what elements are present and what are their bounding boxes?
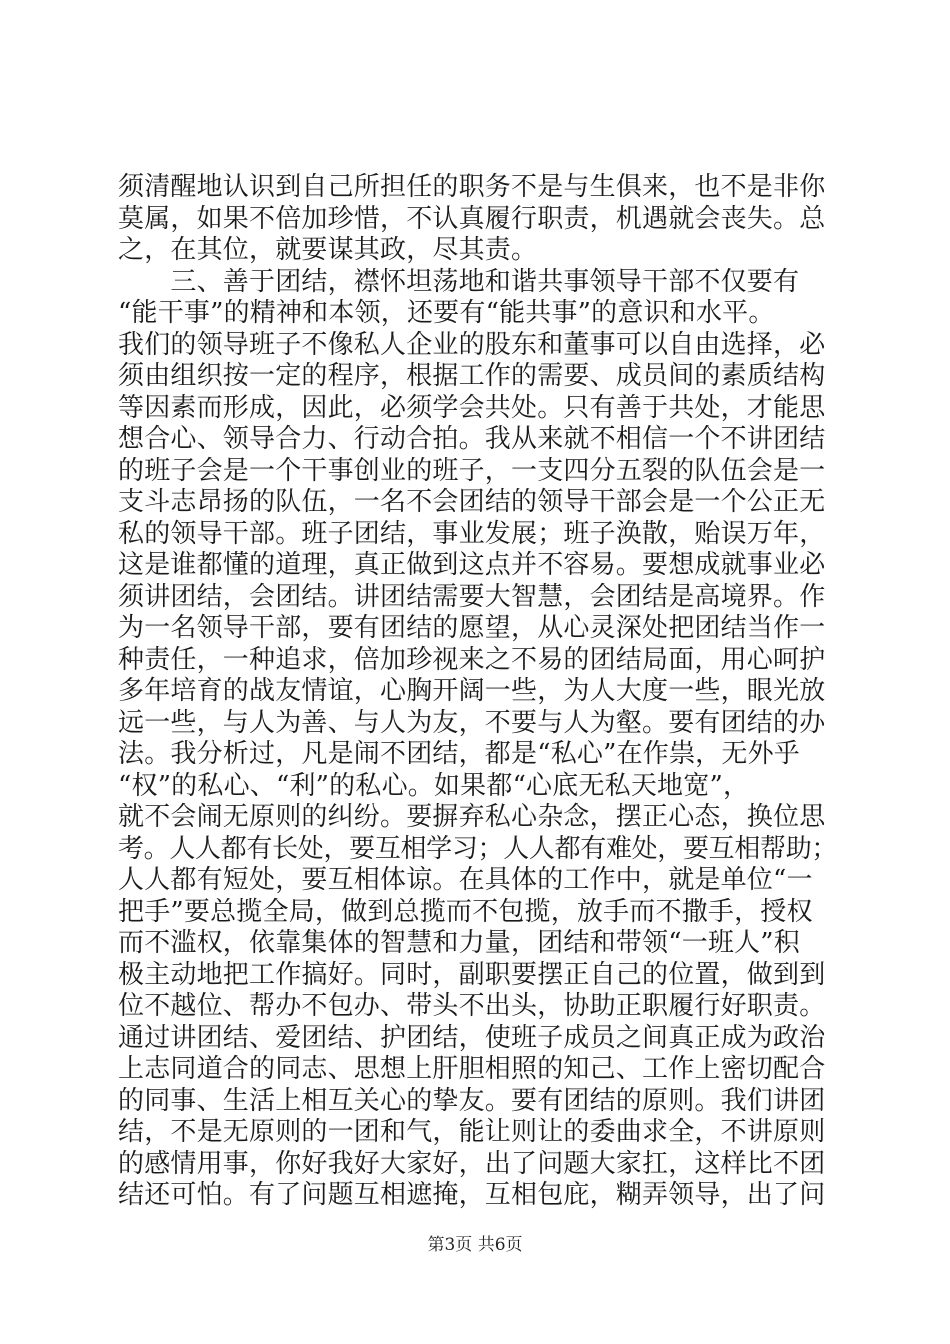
text-line: 支斗志昂扬的队伍，一名不会团结的领导干部会是一个公正无 xyxy=(118,487,826,517)
text-line: 法。我分析过，凡是闹不团结，都是“私心”在作祟，无外乎 xyxy=(118,739,800,769)
text-line: 莫属，如果不倍加珍惜，不认真履行职责，机遇就会丧失。总 xyxy=(118,203,826,234)
text-line: 结还可怕。有了问题互相遮掩，互相包庇，糊弄领导，出了问 xyxy=(118,1180,826,1210)
text-line: 极主动地把工作搞好。同时，副职要摆正自己的位置，做到到 xyxy=(118,959,826,990)
text-line: 须讲团结，会团结。讲团结需要大智慧，会团结是高境界。作 xyxy=(118,581,826,612)
text-line: 须由组织按一定的程序，根据工作的需要、成员间的素质结构 xyxy=(118,361,826,391)
text-line: 的同事、生活上相互关心的挚友。要有团结的原则。我们讲团 xyxy=(118,1085,826,1116)
text-line: 人人都有短处，要互相体谅。在具体的工作中，就是单位“一 xyxy=(118,865,813,895)
page-number-footer: 第3页 共6页 xyxy=(427,1235,523,1255)
text-line: 的感情用事，你好我好大家好，出了问题大家扛，这样比不团 xyxy=(118,1148,826,1179)
text-line: 这是谁都懂的道理，真正做到这点并不容易。要想成就事业必 xyxy=(118,550,826,580)
text-line: 的班子会是一个干事创业的班子，一支四分五裂的队伍会是一 xyxy=(118,455,826,486)
text-line: 为一名领导干部，要有团结的愿望，从心灵深处把团结当作一 xyxy=(118,613,826,643)
text-line: 之，在其位，就要谋其政，尽其责。 xyxy=(118,235,538,265)
text-line: 我们的领导班子不像私人企业的股东和董事可以自由选择，必 xyxy=(118,329,826,360)
text-line: 等因素而形成，因此，必须学会共处。只有善于共处，才能思 xyxy=(118,392,826,423)
text-line: “能干事”的精神和本领，还要有“能共事”的意识和水平。 xyxy=(118,298,775,328)
text-line: 私的领导干部。班子团结，事业发展；班子涣散，贻误万年， xyxy=(118,518,826,549)
text-line: 通过讲团结、爱团结、护团结，使班子成员之间真正成为政治 xyxy=(118,1022,826,1053)
text-line: 上志同道合的同志、思想上肝胆相照的知己、工作上密切配合 xyxy=(118,1054,826,1084)
text-line: “权”的私心、“利”的私心。如果都“心底无私天地宽”， xyxy=(118,770,750,801)
text-line: 须清醒地认识到自己所担任的职务不是与生俱来，也不是非你 xyxy=(118,172,826,202)
text-line: 种责任，一种追求，倍加珍视来之不易的团结局面，用心呵护 xyxy=(118,644,826,675)
text-line: 位不越位、帮办不包办、带头不出头，协助正职履行好职责。 xyxy=(118,991,826,1021)
document-body xyxy=(118,172,838,1212)
text-line: 而不滥权，依靠集体的智慧和力量，团结和带领“一班人”积 xyxy=(118,928,800,958)
text-line: 结，不是无原则的一团和气，能让则让的委曲求全，不讲原则 xyxy=(118,1117,826,1147)
text-line: 多年培育的战友情谊，心胸开阔一些，为人大度一些，眼光放 xyxy=(118,676,826,706)
text-line: 就不会闹无原则的纠纷。要摒弃私心杂念，摆正心态，换位思 xyxy=(118,802,826,832)
text-line: 远一些，与人为善、与人为友，不要与人为壑。要有团结的办 xyxy=(118,707,826,738)
text-line: 想合心、领导合力、行动合拍。我从来就不相信一个不讲团结 xyxy=(118,424,826,454)
text-line: 三、善于团结，襟怀坦荡地和谐共事领导干部不仅要有 xyxy=(118,266,800,297)
text-line: 考。人人都有长处，要互相学习；人人都有难处，要互相帮助； xyxy=(118,833,838,864)
text-line: 把手”要总揽全局，做到总揽而不包揽，放手而不撒手，授权 xyxy=(118,896,813,927)
